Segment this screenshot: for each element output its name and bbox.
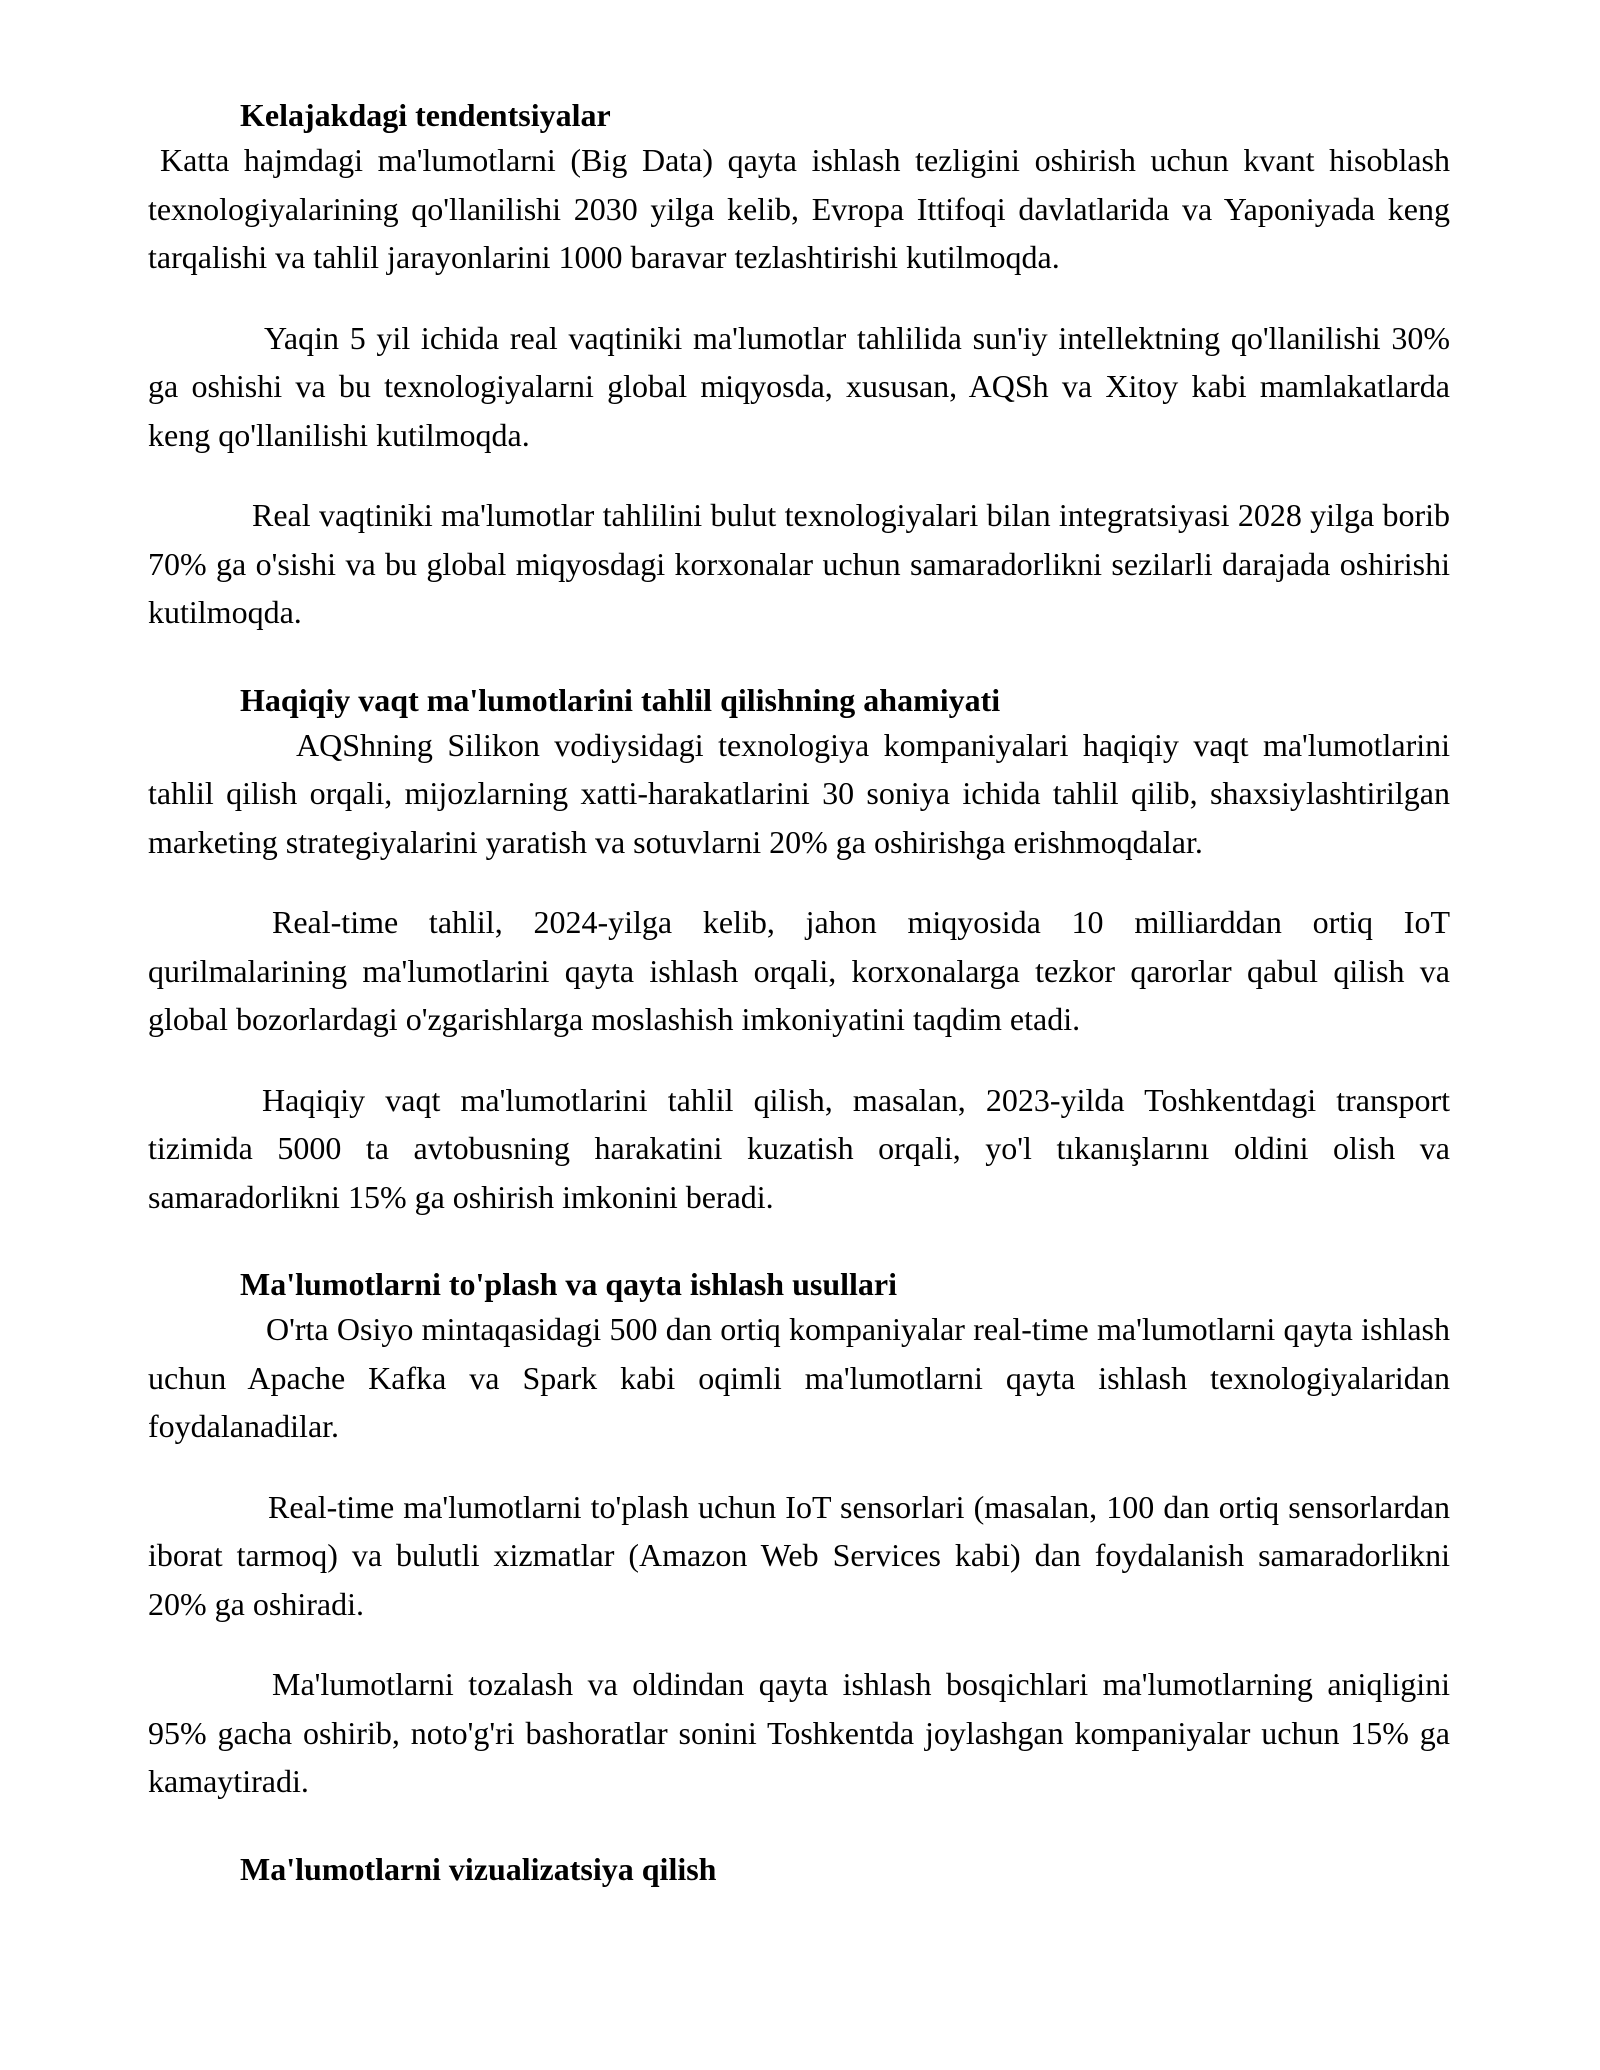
section-heading: Kelajakdagi tendentsiyalar [240,97,611,133]
section-heading: Ma'lumotlarni to'plash va qayta ishlash usullari [240,1266,898,1302]
paragraph: Ma'lumotlarni tozalash va oldindan qayta ishlash bosqichlari ma'lumotlarning aniqligini 95% gacha oshirib, noto'g'ri bashoratlar sonini Toshkentda joylashgan kompaniyalar uchun 15% ga kamaytiradi. [148,1666,1450,1799]
paragraph: Real-time ma'lumotlarni to'plash uchun IoT sensorlari (masalan, 100 dan ortiq sensorlardan iborat tarmoq) va bulutli xizmatlar (Amazon Web Services kabi) dan foydalanish samaradorlikni 20% ga oshiradi. [148,1488,1450,1622]
paragraph: Haqiqiy vaqt ma'lumotlarini tahlil qilish, masalan, 2023-yilda Toshkentdagi transport tizimida 5000 ta avtobusning harakatini kuzatish orqali, yo'l tıkanışlarını oldini olish va samaradorlikni 15% ga oshirish imkonini beradi. [148,1081,1450,1215]
section-heading: Ma'lumotlarni vizualizatsiya qilish [240,1850,717,1887]
paragraph: Real vaqtiniki ma'lumotlar tahlilini bulut texnologiyalari bilan integratsiyasi 2028 yilga borib 70% ga o'sishi va bu global miqyosdagi korxonalar uchun samaradorlikni sezilarli darajada oshirishi kutilmoqda. [148,497,1450,630]
paragraph: Katta hajmdagi ma'lumotlarni (Big Data) qayta ishlash tezligini oshirish uchun kvant hisoblash texnologiyalarining qo'llanilishi 2030 yilga kelib, Evropa Ittifoqi davlatlarida va Yaponiyada keng tarqalishi va tahlil jarayonlarini 1000 baravar tezlashtirishi kutilmoqda. [148,142,1450,275]
paragraph: O'rta Osiyo mintaqasidagi 500 dan ortiq kompaniyalar real-time ma'lumotlarni qayta ishlash uchun Apache Kafka va Spark kabi oqimli ma'lumotlarni qayta ishlash texnologiyalaridan foydalanadilar. [148,1311,1450,1444]
paragraph: Real-time tahlil, 2024-yilga kelib, jahon miqyosida 10 milliarddan ortiq IoT qurilmalarining ma'lumotlarini qayta ishlash orqali, korxonalarga tezkor qarorlar qabul qilish va global bozorlardagi o'zgarishlarga moslashish imkoniyatini taqdim etadi. [148,904,1450,1037]
document-page [148,94,1450,1890]
paragraph: AQShning Silikon vodiysidagi texnologiya kompaniyalari haqiqiy vaqt ma'lumotlarini tahlil qilish orqali, mijozlarning xatti-harakatlarini 30 soniya ichida tahlil qilib, shaxsiylashtirilgan marketing strategiyalarini yaratish va sotuvlarni 20% ga oshirishga erishmoqdalar. [148,726,1450,860]
section-heading: Haqiqiy vaqt ma'lumotlarini tahlil qilishning ahamiyati [240,681,1001,718]
paragraph: Yaqin 5 yil ichida real vaqtiniki ma'lumotlar tahlilida sun'iy intellektning qo'llanilishi 30% ga oshishi va bu texnologiyalarni global miqyosda, xususan, AQSh va Xitoy kabi mamlakatlarda keng qo'llanilishi kutilmoqda. [148,319,1450,453]
